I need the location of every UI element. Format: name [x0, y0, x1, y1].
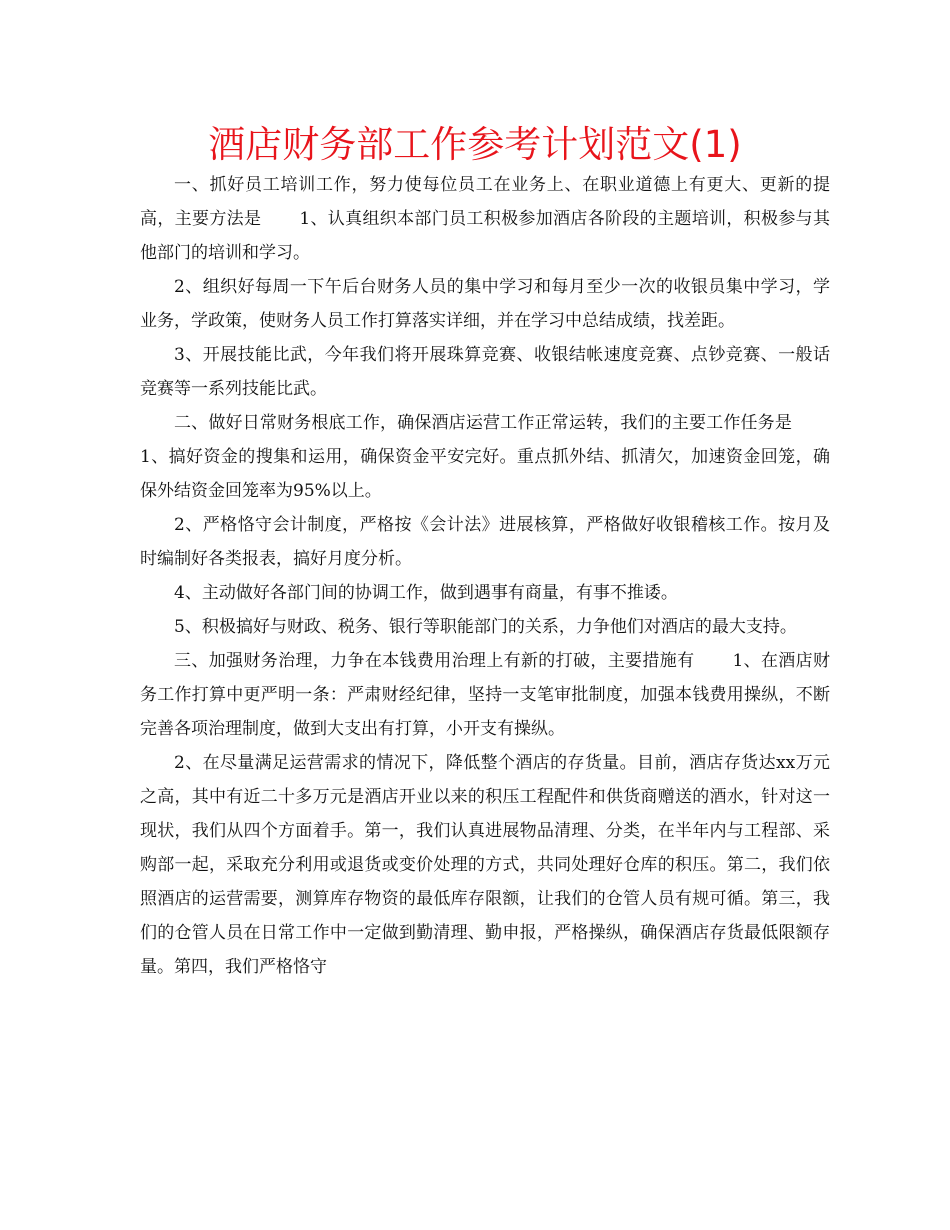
paragraph-text: 2、组织好每周一下午后台财务人员的集中学习和每月至少一次的收银员集中学习，学业务，学政策，使财务人员工作打算落实详细，并在学习中总结成绩，找差距。 [140, 277, 830, 331]
document-body [140, 168, 830, 984]
paragraph-2 [140, 270, 830, 338]
paragraph-text: 2、在尽量满足运营需求的情况下，降低整个酒店的存货量。目前，酒店存货达xx万元之高，其中有近二十多万元是酒店开业以来的积压工程配件和供货商赠送的酒水，针对这一现状，我们从四个方面着手。第一，我们认真进展物品清理、分类，在半年内与工程部、采购部一起，采取充分利用或退货或变价处理的方式，共同处理好仓库的积压。第二，我们依照酒店的运营需要，测算库存物资的最低库存限额，让我们的仓管人员有规可循。第三，我们的仓管人员在日常工作中一定做到勤清理、勤申报，严格操纵，确保酒店存货最低限额存量。第四，我们严格恪守 [140, 753, 830, 977]
paragraph-1 [140, 168, 830, 270]
paragraph-text: 1、认真组织本部门员工积极参加酒店各阶段的主题培训，积极参与其他部门的培训和学习。 [140, 209, 830, 263]
paragraph-text: 2、严格恪守会计制度，严格按《会计法》进展核算，严格做好收银稽核工作。按月及时编制好各类报表，搞好月度分析。 [140, 515, 830, 569]
paragraph-7 [140, 610, 830, 644]
paragraph-6 [140, 576, 830, 610]
paragraph-4 [140, 406, 830, 508]
paragraph-9 [140, 746, 830, 984]
paragraph-text: 1、在酒店财务工作打算中更严明一条：严肃财经纪律，坚持一支笔审批制度，加强本钱费用操纵，不断完善各项治理制度，做到大支出有打算，小开支有操纵。 [140, 651, 830, 739]
paragraph-8 [140, 644, 830, 746]
document-title: 酒店财务部工作参考计划范文(1) [208, 123, 742, 166]
paragraph-5 [140, 508, 830, 576]
paragraph-text: 二、做好日常财务根底工作，确保酒店运营工作正常运转，我们的主要工作任务是 [174, 413, 792, 433]
paragraph-text: 5、积极搞好与财政、税务、银行等职能部门的关系，力争他们对酒店的最大支持。 [174, 617, 797, 637]
paragraph-text: 3、开展技能比武，今年我们将开展珠算竞赛、收银结帐速度竞赛、点钞竞赛、一般话竞赛等一系列技能比武。 [140, 345, 830, 399]
paragraph-text: 1、搞好资金的搜集和运用，确保资金平安完好。重点抓外结、抓清欠，加速资金回笼，确保外结资金回笼率为95%以上。 [140, 447, 830, 501]
paragraph-text: 三、加强财务治理，力争在本钱费用治理上有新的打破，主要措施有 [174, 651, 695, 671]
paragraph-text: 4、主动做好各部门间的协调工作，做到遇事有商量，有事不推诿。 [174, 583, 678, 603]
paragraph-text: 一、抓好员工培训工作，努力使每位员工在业务上、在职业道德上有更大、更新的提高，主要方法是 [140, 175, 830, 229]
paragraph-3 [140, 338, 830, 406]
